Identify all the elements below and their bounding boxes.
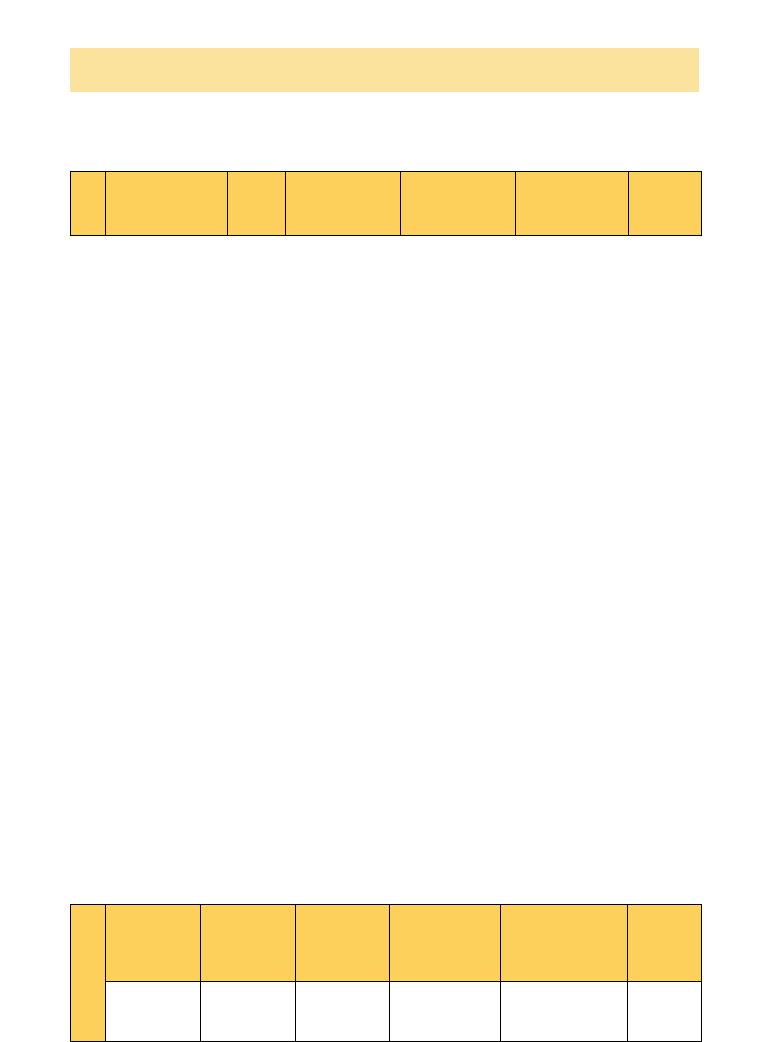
header-contribution <box>228 172 286 236</box>
header-preparation <box>286 172 401 236</box>
header-style <box>401 172 516 236</box>
header-group-total <box>628 905 702 982</box>
bmc-options <box>201 982 296 1042</box>
group-total-cell[interactable] <box>628 982 702 1042</box>
header-project-complete <box>296 905 390 982</box>
evaluation-table-top <box>70 171 702 236</box>
project-options <box>296 982 390 1042</box>
ecosystem-options <box>106 982 201 1042</box>
group-eval-label <box>71 905 106 1042</box>
header-voice <box>516 172 629 236</box>
header-bmc <box>201 905 296 982</box>
header-ecosystem <box>106 905 201 982</box>
header-total <box>629 172 702 236</box>
header-no <box>71 172 106 236</box>
content-options <box>390 982 501 1042</box>
header-content <box>390 905 501 982</box>
header-presentation <box>501 905 628 982</box>
header-presenter <box>106 172 228 236</box>
group-evaluation-table <box>70 904 702 1042</box>
presentation-options <box>501 982 628 1042</box>
page-title <box>70 48 699 92</box>
